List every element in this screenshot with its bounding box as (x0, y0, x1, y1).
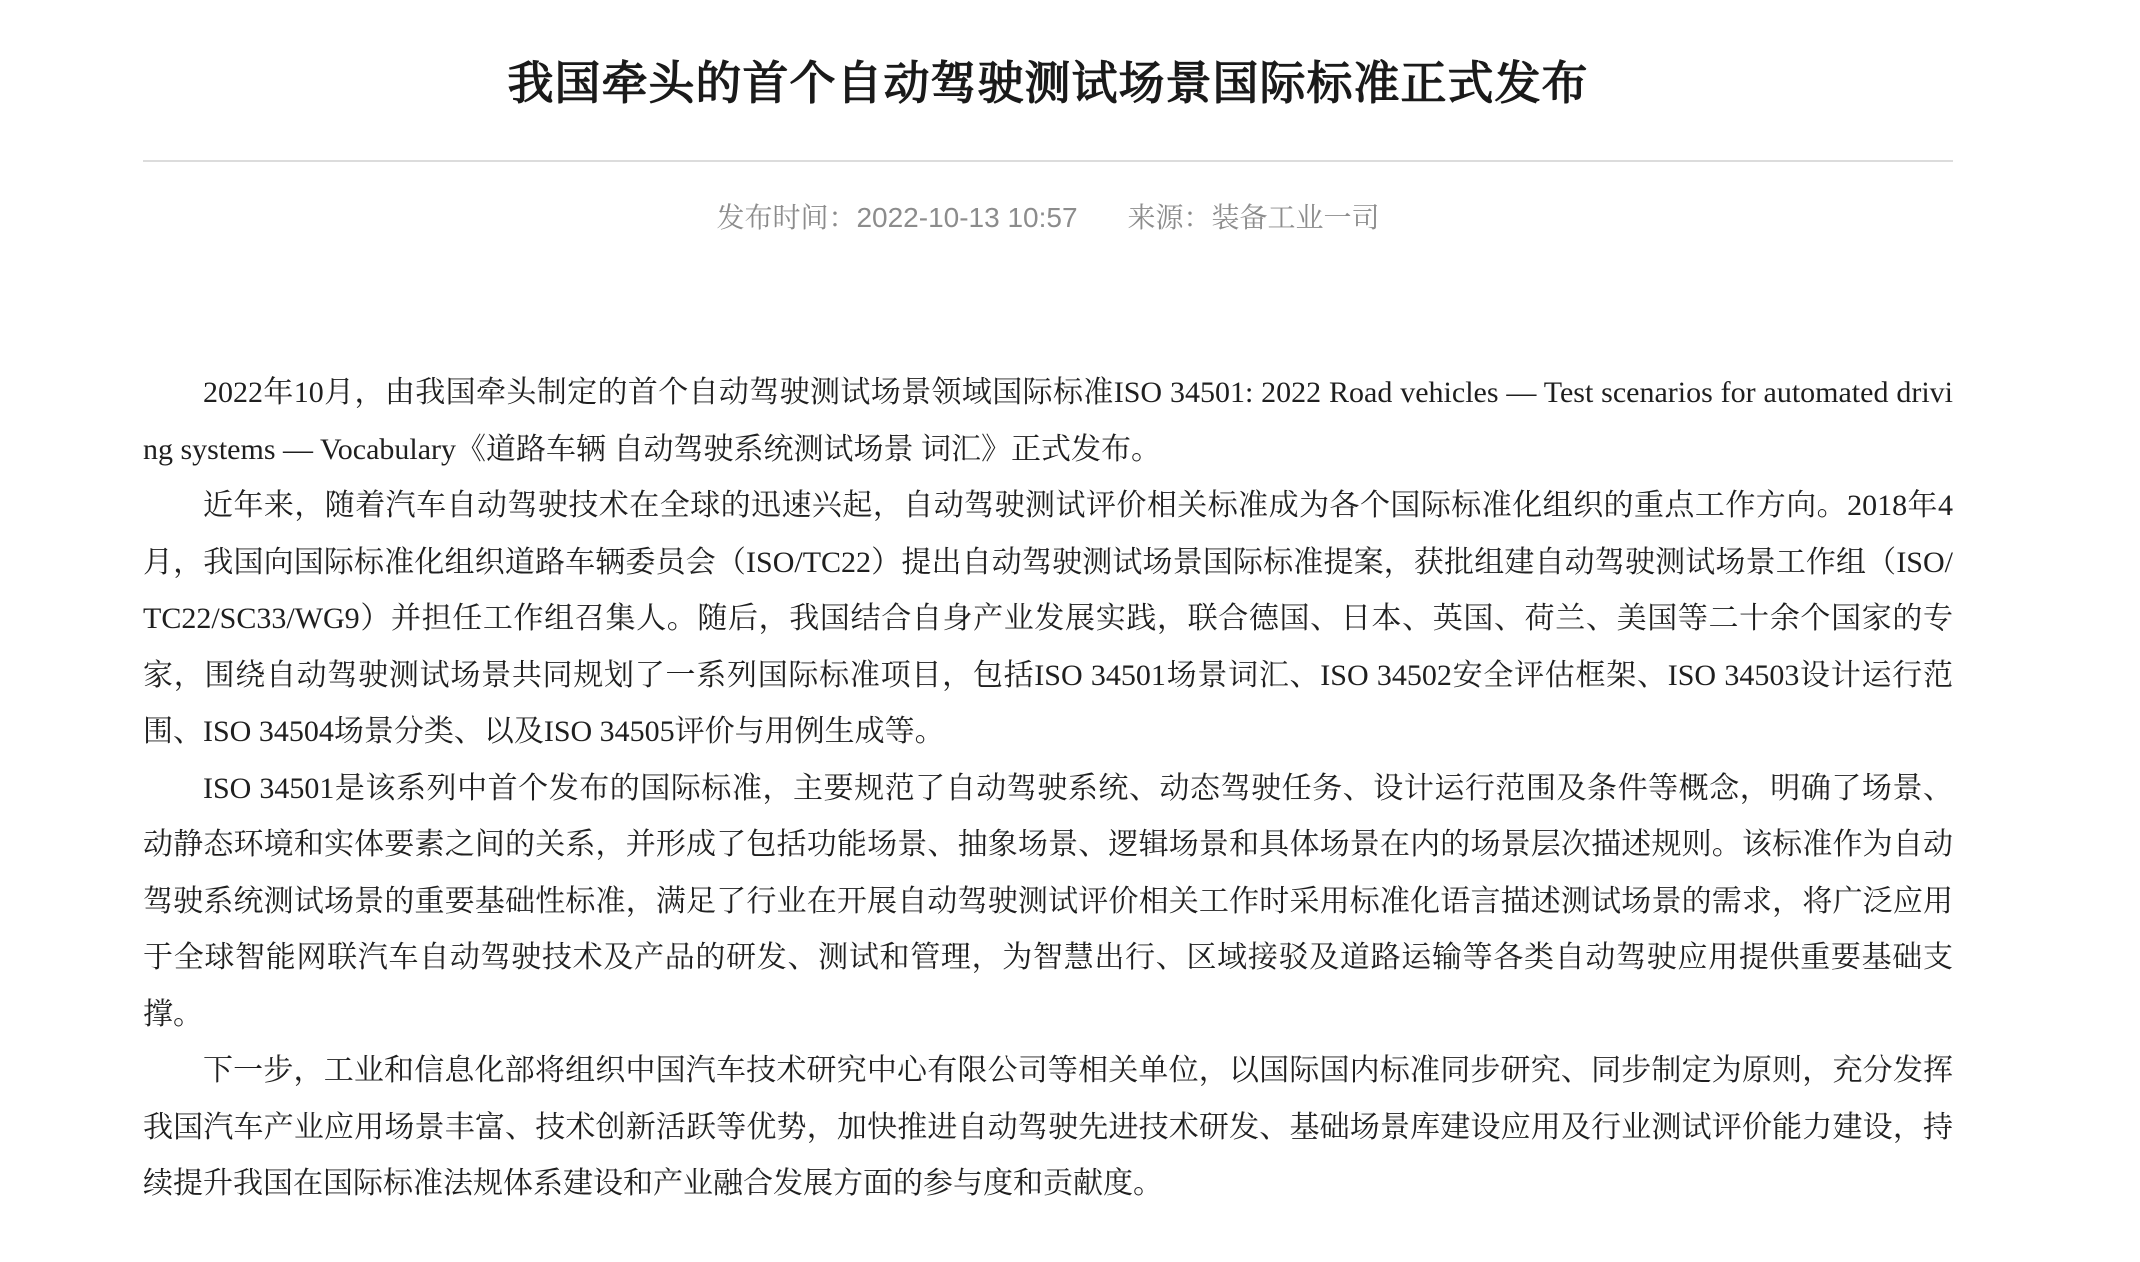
source (1128, 202, 1380, 233)
paragraph-1: 2022年10月，由我国牵头制定的首个自动驾驶测试场景领域国际标准ISO 34501: 2022 Road vehicles — Test scenarios for automated driving systems — Vocabulary《道路车辆 自动驾驶系统测试场景 词汇》正式发布。 (143, 376, 1953, 466)
source-value: 装备工业一司 (1211, 202, 1380, 233)
paragraph-2: 近年来，随着汽车自动驾驶技术在全球的迅速兴起，自动驾驶测试评价相关标准成为各个国际标准化组织的重点工作方向。2018年4月，我国向国际标准化组织道路车辆委员会（ISO/TC22）提出自动驾驶测试场景国际标准提案，获批组建自动驾驶测试场景工作组（ISO/TC22/SC33/WG9）并担任工作组召集人。随后，我国结合自身产业发展实践，联合德国、日本、英国、荷兰、美国等二十余个国家的专家，围绕自动驾驶测试场景共同规划了一系列国际标准项目，包括ISO 34501场景词汇、ISO 34502安全评估框架、ISO 34503设计运行范围、ISO 34504场景分类、以及ISO 34505评价与用例生成等。 (143, 489, 1953, 748)
article (143, 0, 1953, 1200)
source-label: 来源： (1127, 202, 1212, 233)
paragraph-4: 下一步，工业和信息化部将组织中国汽车技术研究中心有限公司等相关单位，以国际国内标准同步研究、同步制定为原则，充分发挥我国汽车产业应用场景丰富、技术创新活跃等优势，加快推进自动驾驶先进技术研发、基础场景库建设应用及行业测试评价能力建设，持续提升我国在国际标准法规体系建设和产业融合发展方面的参与度和贡献度。 (143, 1054, 1953, 1200)
paragraph-3: ISO 34501是该系列中首个发布的国际标准，主要规范了自动驾驶系统、动态驾驶任务、设计运行范围及条件等概念，明确了场景、动静态环境和实体要素之间的关系，并形成了包括功能场景、抽象场景、逻辑场景和具体场景在内的场景层次描述规则。该标准作为自动驾驶系统测试场景的重要基础性标准，满足了行业在开展自动驾驶测试评价相关工作时采用标准化语言描述测试场景的需求，将广泛应用于全球智能网联汽车自动驾驶技术及产品的研发、测试和管理，为智慧出行、区域接驳及道路运输等各类自动驾驶应用提供重要基础支撑。 (143, 771, 1953, 1031)
article-meta (143, 196, 1953, 240)
title-divider (143, 160, 1953, 162)
publish-time-value: 2022-10-13 10:57 (856, 202, 1078, 233)
article-body (143, 365, 1953, 1213)
page-title: 我国牵头的首个自动驾驶测试场景国际标准正式发布 (507, 56, 1589, 110)
publish-time (716, 202, 1077, 233)
publish-time-label: 发布时间： (716, 202, 857, 233)
